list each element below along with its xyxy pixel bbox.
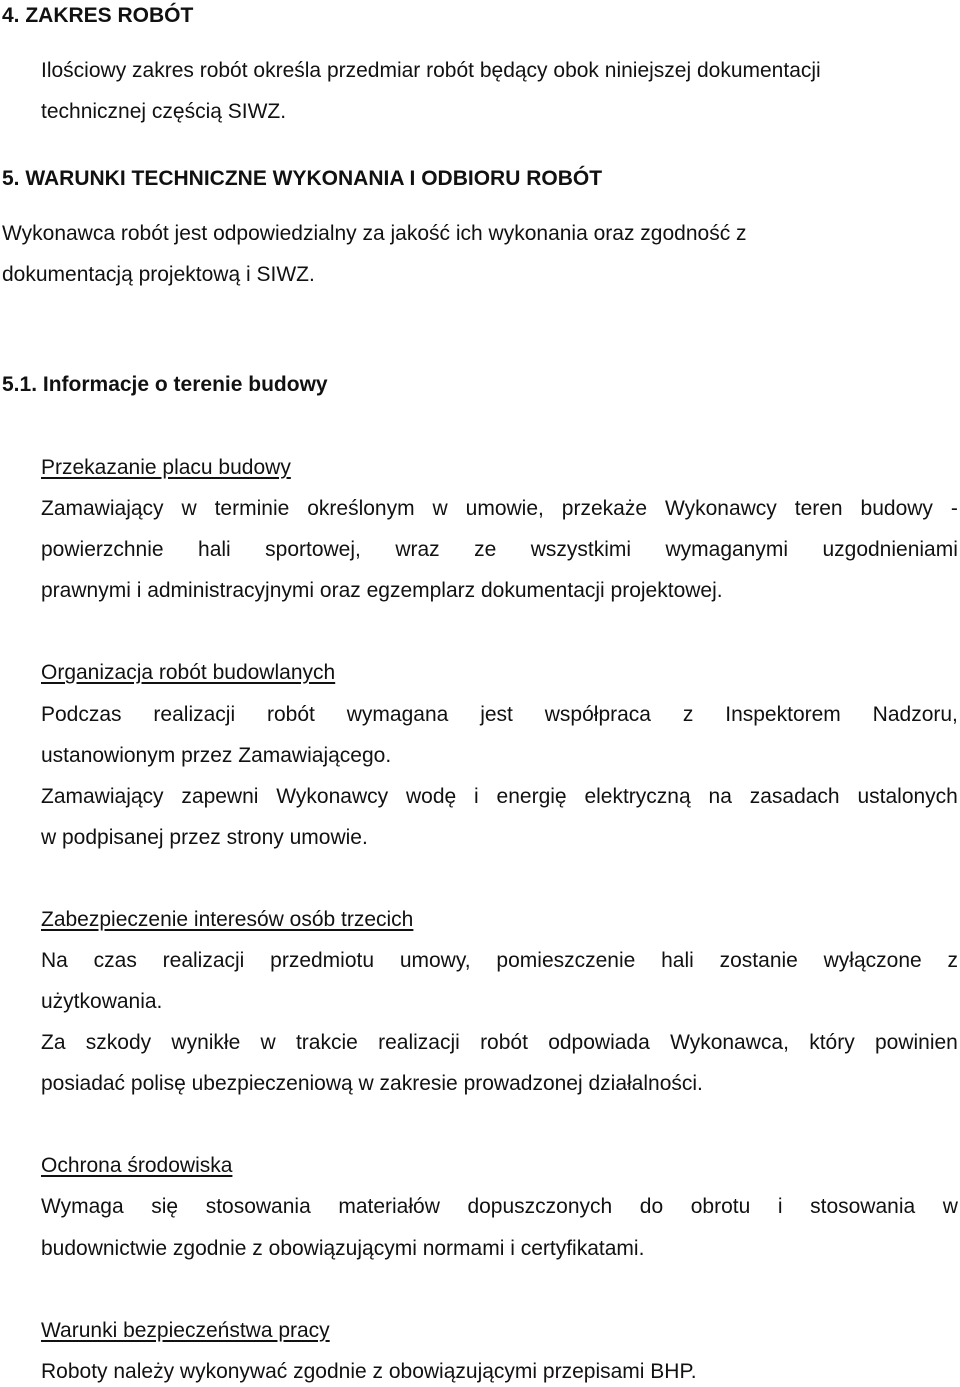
organizacja-subtitle: Organizacja robót budowlanych xyxy=(41,661,336,684)
section-5-text-line-1: Wykonawca robót jest odpowiedzialny za jakość ich wykonania oraz zgodność z xyxy=(2,222,747,245)
word: zostanie xyxy=(719,949,798,972)
word: wymaganymi xyxy=(665,538,789,561)
przekazanie-line-1 xyxy=(41,496,958,522)
word: i xyxy=(474,785,479,808)
word: elektryczną xyxy=(584,785,691,808)
word: powierzchnie xyxy=(41,538,164,561)
word: z xyxy=(682,703,694,726)
word: na xyxy=(708,785,732,808)
word: Wykonawcy xyxy=(276,785,389,808)
ochrona-subtitle: Ochrona środowiska xyxy=(41,1154,233,1177)
section-5-1-heading: 5.1. Informacje o terenie budowy xyxy=(2,373,328,396)
word: Nadzoru, xyxy=(872,703,958,726)
ochrona-line-1 xyxy=(41,1194,958,1220)
organizacja-line-1 xyxy=(41,702,958,728)
word: pomieszczenie xyxy=(496,949,636,972)
word: budowy xyxy=(860,497,933,520)
word: powinien xyxy=(874,1031,958,1054)
word: obrotu xyxy=(690,1195,751,1218)
word: w xyxy=(260,1031,276,1054)
word: Na xyxy=(41,949,68,972)
word: wynikłe xyxy=(171,1031,241,1054)
word: wyłączone xyxy=(823,949,922,972)
zabezpieczenie-subtitle: Zabezpieczenie interesów osób trzecich xyxy=(41,908,414,931)
word: materiałów xyxy=(338,1195,440,1218)
section-5-text-line-2: dokumentacją projektową i SIWZ. xyxy=(2,263,315,286)
przekazanie-subtitle: Przekazanie placu budowy xyxy=(41,456,291,479)
word: do xyxy=(639,1195,664,1218)
word: zasadach xyxy=(749,785,840,808)
word: stosowania xyxy=(205,1195,311,1218)
word: - xyxy=(950,497,958,520)
zabezpieczenie-line-1 xyxy=(41,948,958,974)
word: określonym xyxy=(307,497,415,520)
word: hali xyxy=(661,949,694,972)
word: w xyxy=(432,497,448,520)
word: trakcie xyxy=(295,1031,358,1054)
word: terminie xyxy=(214,497,290,520)
bhp-subtitle: Warunki bezpieczeństwa pracy xyxy=(41,1319,330,1342)
section-4-text-line-1: Ilościowy zakres robót określa przedmiar robót będący obok niniejszej dokumentacji xyxy=(41,59,821,82)
organizacja-line-4: w podpisanej przez strony umowie. xyxy=(41,826,368,849)
word: Wykonawca, xyxy=(670,1031,789,1054)
bhp-line-1: Roboty należy wykonywać zgodnie z obowiązującymi przepisami BHP. xyxy=(41,1360,697,1383)
organizacja-line-2: ustanowionym przez Zamawiającego. xyxy=(41,744,392,767)
word: przedmiotu xyxy=(270,949,375,972)
zabezpieczenie-line-4: posiadać polisę ubezpieczeniową w zakresie prowadzonej działalności. xyxy=(41,1072,703,1095)
word: w xyxy=(181,497,197,520)
word: umowie, xyxy=(465,497,544,520)
przekazanie-line-2 xyxy=(41,537,958,563)
word: Wymaga xyxy=(41,1195,124,1218)
word: zapewni xyxy=(181,785,259,808)
word: w xyxy=(942,1195,958,1218)
word: hali xyxy=(198,538,231,561)
word: Wykonawcy xyxy=(664,497,777,520)
word: Zamawiający xyxy=(41,785,164,808)
word: sportowej, xyxy=(265,538,361,561)
przekazanie-line-3: prawnymi i administracyjnymi oraz egzemplarz dokumentacji projektowej. xyxy=(41,579,723,602)
word: przekaże xyxy=(561,497,648,520)
word: robót xyxy=(267,703,315,726)
word: energię xyxy=(496,785,567,808)
word: szkody xyxy=(85,1031,152,1054)
word: teren xyxy=(794,497,843,520)
word: i xyxy=(777,1195,783,1218)
word: robót xyxy=(480,1031,528,1054)
section-4-text-line-2: technicznej częścią SIWZ. xyxy=(41,100,287,123)
section-4-heading: 4. ZAKRES ROBÓT xyxy=(2,4,194,27)
word: Inspektorem xyxy=(725,703,841,726)
word: czas xyxy=(93,949,137,972)
word: Zamawiający xyxy=(41,497,164,520)
word: jest xyxy=(480,703,513,726)
word: ustalonych xyxy=(857,785,958,808)
word: który xyxy=(809,1031,855,1054)
zabezpieczenie-line-3 xyxy=(41,1030,958,1056)
word: wszystkimi xyxy=(530,538,632,561)
word: Za xyxy=(41,1031,66,1054)
word: współpraca xyxy=(544,703,651,726)
section-5-heading: 5. WARUNKI TECHNICZNE WYKONANIA I ODBIORU ROBÓT xyxy=(2,167,603,190)
organizacja-line-3 xyxy=(41,784,958,810)
word: wodę xyxy=(405,785,457,808)
word: stosowania xyxy=(810,1195,916,1218)
word: uzgodnieniami xyxy=(822,538,958,561)
word: realizacji xyxy=(378,1031,460,1054)
word: ze xyxy=(474,538,497,561)
word: się xyxy=(151,1195,179,1218)
word: Podczas xyxy=(41,703,122,726)
word: realizacji xyxy=(162,949,245,972)
word: wraz xyxy=(395,538,440,561)
ochrona-line-2: budownictwie zgodnie z obowiązującymi normami i certyfikatami. xyxy=(41,1237,645,1260)
word: realizacji xyxy=(153,703,236,726)
word: umowy, xyxy=(399,949,471,972)
word: z xyxy=(947,949,958,972)
word: odpowiada xyxy=(548,1031,650,1054)
zabezpieczenie-line-2: użytkowania. xyxy=(41,990,163,1013)
word: wymagana xyxy=(346,703,449,726)
word: dopuszczonych xyxy=(467,1195,613,1218)
